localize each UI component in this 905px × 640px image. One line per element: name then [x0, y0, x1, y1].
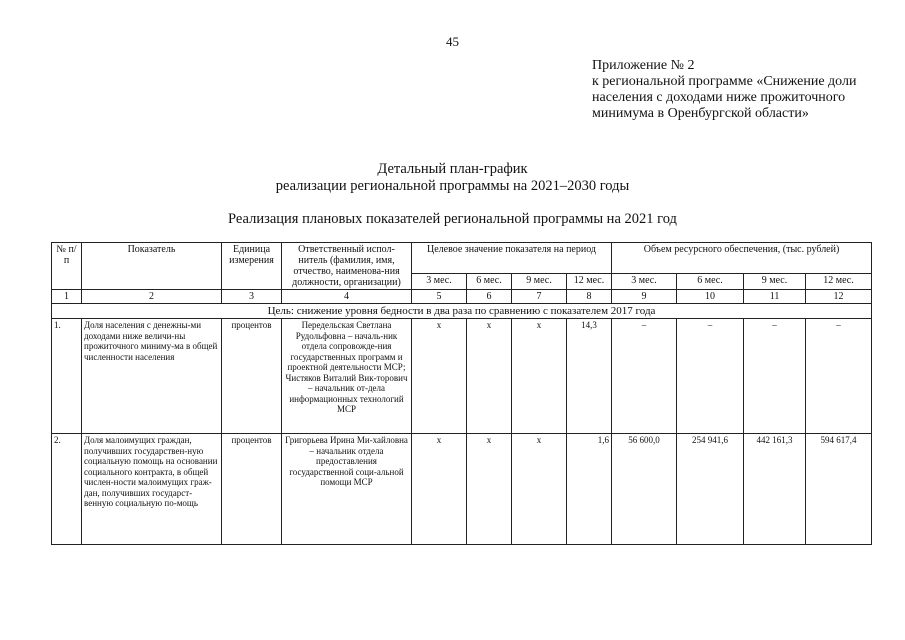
- column-number: 9: [612, 290, 677, 304]
- column-number: 12: [806, 290, 872, 304]
- appendix-line: населения с доходами ниже прожиточного: [592, 90, 846, 105]
- row-responsible: Григорьева Ирина Ми-хайловна – начальник отдела предоставления государственной соци-альной помощи МСР: [282, 434, 412, 545]
- column-number: 1: [52, 290, 82, 304]
- row-indicator: Доля малоимущих граждан, получивших государствен-ную социальную помощь на основании социального контракта, в общей числен-ности малоимущих граж-дан, получивших государст-венную социальную по-мощь: [82, 434, 222, 545]
- goal-row: [52, 304, 872, 319]
- header-resource-12m: 12 мес.: [806, 274, 872, 290]
- section-subtitle: Реализация плановых показателей региональной программы на 2021 год: [228, 211, 677, 227]
- header-indicator: Показатель: [82, 243, 222, 290]
- row-unit: процентов: [222, 319, 282, 434]
- row-target-6m: x: [467, 319, 512, 434]
- appendix-line: Приложение № 2: [592, 58, 695, 73]
- row-num: 2.: [52, 434, 82, 545]
- column-number: 6: [467, 290, 512, 304]
- column-number: 10: [677, 290, 744, 304]
- appendix-line: минимума в Оренбургской области»: [592, 106, 809, 121]
- appendix-note: [592, 58, 892, 122]
- column-number: 3: [222, 290, 282, 304]
- title-line: реализации региональной программы на 2021–2030 годы: [275, 178, 630, 194]
- row-target-12m: 1,6: [567, 434, 612, 545]
- header-target-12m: 12 мес.: [567, 274, 612, 290]
- row-responsible: Передельская Светлана Рудольфовна – началь-ник отдела сопровожде-ния государственных программ и проектной деятельности МСР; Чистяков Виталий Вик-торович – начальник от-дела информационных технологий МСР: [282, 319, 412, 434]
- header-num: № п/п: [52, 243, 82, 290]
- column-number: 5: [412, 290, 467, 304]
- column-number: 11: [744, 290, 806, 304]
- row-resource-12m: –: [806, 319, 872, 434]
- column-number-row: [52, 290, 872, 304]
- column-number: 7: [512, 290, 567, 304]
- header-resource-6m: 6 мес.: [677, 274, 744, 290]
- row-resource-3m: –: [612, 319, 677, 434]
- header-unit: Единица измерения: [222, 243, 282, 290]
- row-indicator: Доля населения с денежны-ми доходами ниже величи-ны прожиточного миниму-ма в общей численности населения: [82, 319, 222, 434]
- table-row: [52, 434, 872, 545]
- row-target-9m: x: [512, 434, 567, 545]
- header-resource-9m: 9 мес.: [744, 274, 806, 290]
- plan-table: [51, 242, 872, 545]
- row-resource-6m: 254 941,6: [677, 434, 744, 545]
- header-resource-3m: 3 мес.: [612, 274, 677, 290]
- header-resource-group: Объем ресурсного обеспечения, (тыс. рублей): [612, 243, 872, 274]
- row-target-6m: x: [467, 434, 512, 545]
- row-resource-6m: –: [677, 319, 744, 434]
- page-number: 45: [446, 34, 459, 49]
- row-resource-9m: 442 161,3: [744, 434, 806, 545]
- header-target-3m: 3 мес.: [412, 274, 467, 290]
- row-target-3m: x: [412, 434, 467, 545]
- document-title: [0, 161, 905, 195]
- row-resource-12m: 594 617,4: [806, 434, 872, 545]
- row-target-12m: 14,3: [567, 319, 612, 434]
- row-resource-3m: 56 600,0: [612, 434, 677, 545]
- header-target-9m: 9 мес.: [512, 274, 567, 290]
- column-number: 8: [567, 290, 612, 304]
- row-num: 1.: [52, 319, 82, 434]
- appendix-line: к региональной программе «Снижение доли: [592, 74, 857, 89]
- column-number: 4: [282, 290, 412, 304]
- header-target-6m: 6 мес.: [467, 274, 512, 290]
- column-number: 2: [82, 290, 222, 304]
- row-target-9m: x: [512, 319, 567, 434]
- goal-text: Цель: снижение уровня бедности в два раза по сравнению с показателем 2017 года: [52, 304, 872, 319]
- header-target-group: Целевое значение показателя на период: [412, 243, 612, 274]
- table-row: [52, 319, 872, 434]
- row-resource-9m: –: [744, 319, 806, 434]
- title-line: Детальный план-график: [377, 161, 528, 177]
- header-responsible: Ответственный испол-нитель (фамилия, имя, отчество, наименова-ния должности, организации): [282, 243, 412, 290]
- row-unit: процентов: [222, 434, 282, 545]
- row-target-3m: x: [412, 319, 467, 434]
